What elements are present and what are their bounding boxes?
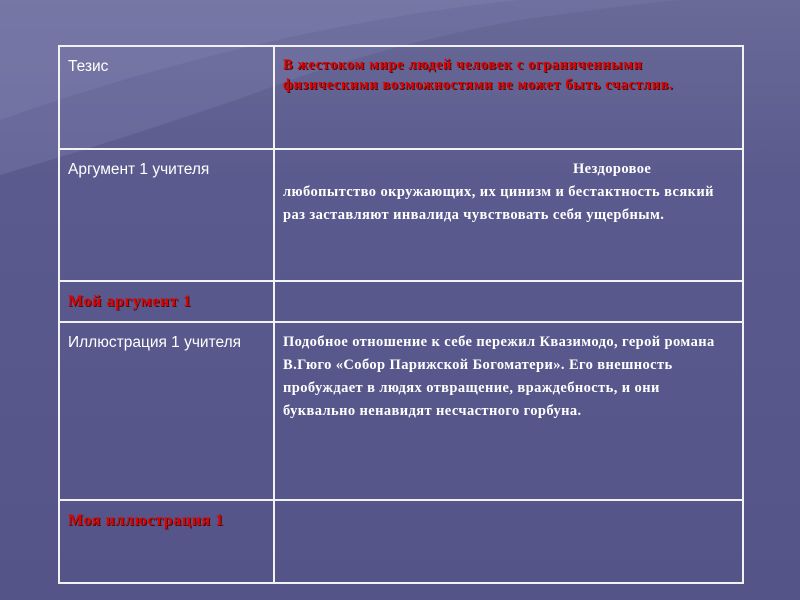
my-argument-content-cell[interactable] xyxy=(274,281,743,322)
teacher-illustration-text: Подобное отношение к себе пережил Квазимодо, герой романа В.Гюго «Собор Парижской Богоматери». Его внешность пробуждает в людях отвращение, враждебность, и они буквально ненавидят несчастного горбуна. xyxy=(283,334,715,419)
thesis-content-cell xyxy=(274,46,743,149)
teacher-argument-label-cell xyxy=(59,149,274,281)
thesis-text: В жестоком мире людей человек с ограниченными физическими возможностями не может быть счастлив. xyxy=(283,57,674,93)
teacher-illustration-label-cell xyxy=(59,322,274,500)
table-row-thesis xyxy=(59,46,743,149)
table-row-teacher-argument xyxy=(59,149,743,281)
teacher-argument-content-cell xyxy=(274,149,743,281)
teacher-argument-text: Нездоровое любопытство окружающих, их цинизм и бестактность всякий раз заставляют инвалида чувствовать себя ущербным. xyxy=(283,161,714,223)
my-argument-label-cell xyxy=(59,281,274,322)
argument-table xyxy=(58,45,744,584)
teacher-illustration-label: Иллюстрация 1 учителя xyxy=(68,334,242,351)
my-argument-label: Мой аргумент 1 xyxy=(68,293,192,310)
my-illustration-content-cell[interactable] xyxy=(274,500,743,583)
thesis-label: Тезис xyxy=(68,58,109,75)
teacher-illustration-content-cell xyxy=(274,322,743,500)
my-illustration-label-cell xyxy=(59,500,274,583)
thesis-label-cell xyxy=(59,46,274,149)
my-illustration-label: Моя иллюстрация 1 xyxy=(68,512,224,529)
table-row-my-illustration xyxy=(59,500,743,583)
table-row-teacher-illustration xyxy=(59,322,743,500)
table-row-my-argument xyxy=(59,281,743,322)
teacher-argument-label: Аргумент 1 учителя xyxy=(68,161,210,178)
